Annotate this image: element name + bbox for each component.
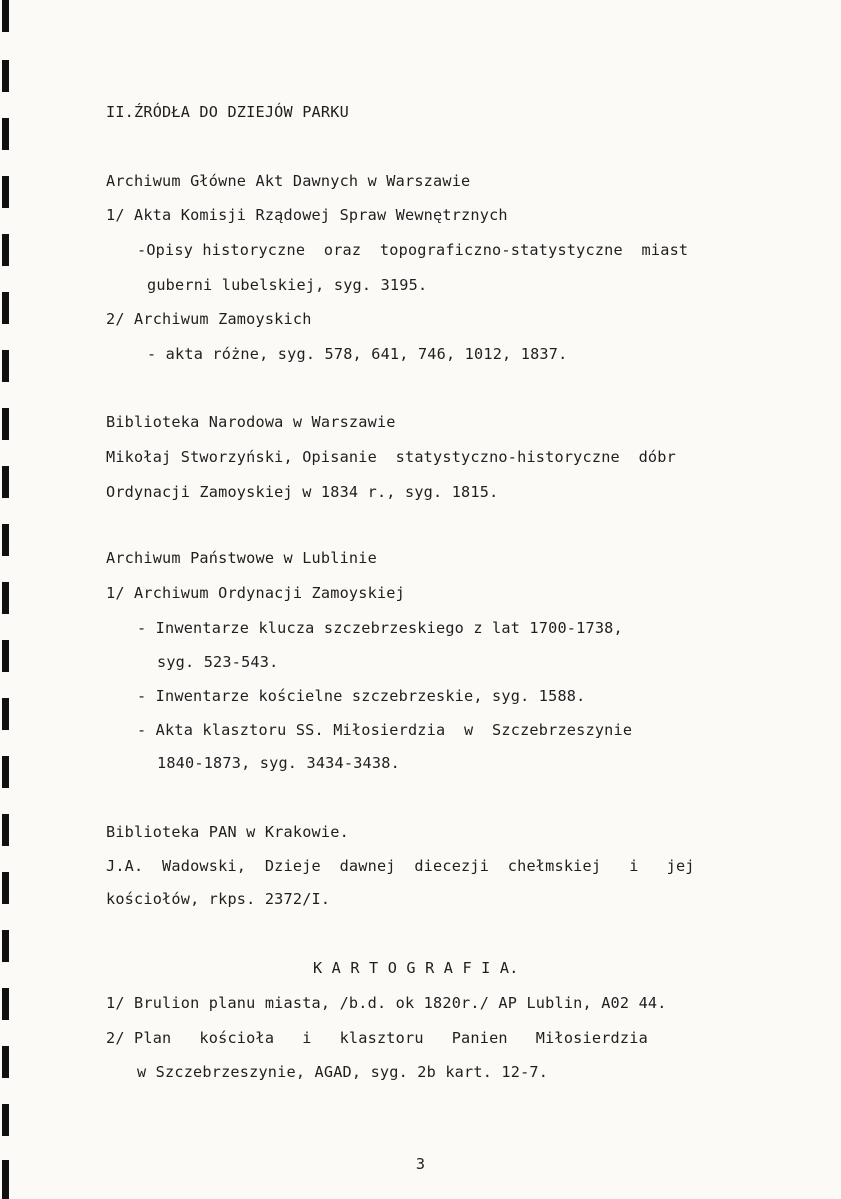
binding-hole	[2, 176, 9, 208]
kartografia-item-2: 2/ Plan kościoła i klasztoru Panien Miłosierdzia	[106, 1029, 648, 1047]
agad-item-2-desc: - akta różne, syg. 578, 641, 746, 1012, 1837.	[147, 345, 568, 363]
binding-hole	[2, 118, 9, 150]
page-number: 3	[415, 1155, 426, 1173]
apl-item-1: 1/ Archiwum Ordynacji Zamoyskiej	[106, 584, 405, 602]
apl-title: Archiwum Państwowe w Lublinie	[106, 549, 377, 567]
bn-entry-cont: Ordynacji Zamoyskiej w 1834 r., syg. 1815.	[106, 483, 499, 501]
apl-sub-3-cont: 1840-1873, syg. 3434-3438.	[157, 754, 400, 772]
binding-hole	[2, 292, 9, 324]
apl-sub-1-cont: syg. 523-543.	[157, 653, 279, 671]
kartografia-item-2-cont: w Szczebrzeszynie, AGAD, syg. 2b kart. 12-7.	[137, 1063, 549, 1081]
binding-hole	[2, 0, 9, 32]
agad-item-1: 1/ Akta Komisji Rządowej Spraw Wewnętrznych	[106, 206, 508, 224]
binding-hole	[2, 60, 9, 92]
pan-entry: J.A. Wadowski, Dzieje dawnej diecezji chełmskiej i jej	[106, 857, 695, 875]
agad-item-1-desc: -Opisy historyczne oraz topograficzno-statystyczne miast	[137, 241, 689, 259]
binding-hole	[2, 1104, 9, 1136]
pan-title: Biblioteka PAN w Krakowie.	[106, 823, 349, 841]
agad-item-2: 2/ Archiwum Zamoyskich	[106, 310, 312, 328]
binding-hole	[2, 408, 9, 440]
bn-entry: Mikołaj Stworzyński, Opisanie statystyczno-historyczne dóbr	[106, 448, 676, 466]
binding-hole	[2, 582, 9, 614]
binding-hole	[2, 524, 9, 556]
binding-hole	[2, 930, 9, 962]
binding-hole	[2, 756, 9, 788]
binding-hole	[2, 466, 9, 498]
binding-hole	[2, 350, 9, 382]
agad-title: Archiwum Główne Akt Dawnych w Warszawie	[106, 172, 471, 190]
binding-holes	[0, 0, 10, 1199]
binding-hole	[2, 988, 9, 1020]
apl-sub-2: - Inwentarze kościelne szczebrzeskie, syg. 1588.	[137, 687, 586, 705]
apl-sub-3: - Akta klasztoru SS. Miłosierdzia w Szczebrzeszynie	[137, 721, 633, 739]
binding-hole	[2, 640, 9, 672]
binding-hole	[2, 814, 9, 846]
binding-hole	[2, 234, 9, 266]
binding-hole	[2, 872, 9, 904]
binding-hole	[2, 698, 9, 730]
kartografia-item-1: 1/ Brulion planu miasta, /b.d. ok 1820r./ AP Lublin, A02 44.	[106, 994, 667, 1012]
pan-entry-cont: kościołów, rkps. 2372/I.	[106, 890, 331, 908]
kartografia-title: K A R T O G R A F I A.	[313, 959, 519, 977]
apl-sub-1: - Inwentarze klucza szczebrzeskiego z lat 1700-1738,	[137, 619, 623, 637]
bn-title: Biblioteka Narodowa w Warszawie	[106, 413, 396, 431]
section-heading: II.ŹRÓDŁA DO DZIEJÓW PARKU	[106, 103, 349, 121]
binding-hole	[2, 1046, 9, 1078]
agad-item-1-desc-cont: guberni lubelskiej, syg. 3195.	[147, 276, 428, 294]
